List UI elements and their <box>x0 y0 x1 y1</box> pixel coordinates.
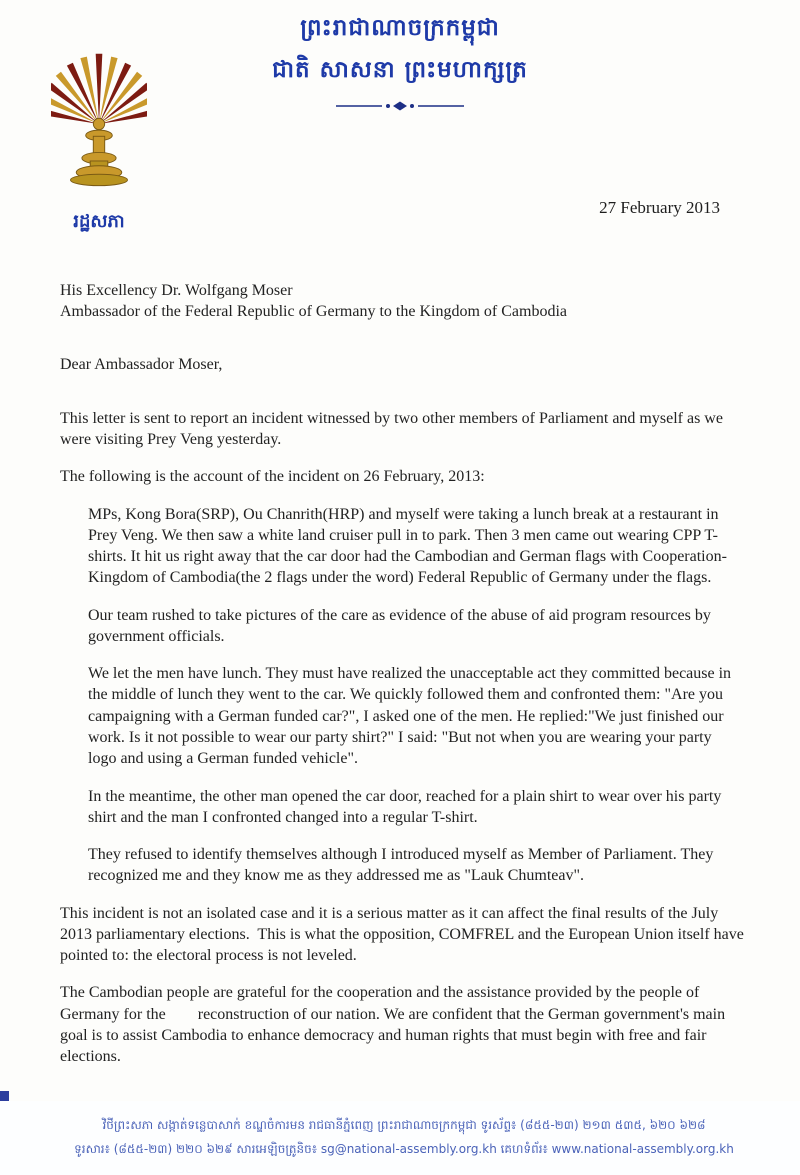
assembly-logo-icon <box>51 48 147 198</box>
paragraph: They refused to identify themselves although I introduced myself as Member of Parliament. They recognized me and they know me as they addressed me as "Lauk Chumteav". <box>88 846 718 885</box>
paragraph: In the meantime, the other man opened the car door, reached for a plain shirt to wear over his party shirt and the man I confronted changed into a regular T-shirt. <box>88 787 726 826</box>
letter-date: 27 February 2013 <box>599 198 720 217</box>
national-assembly-emblem <box>48 48 150 236</box>
paragraph: We let the men have lunch. They must have realized the unacceptable act they committed because in the middle of lunch they went to the car. We quickly followed them and confronted them: "Are you campaigning with a German funded car?", I asked one of the men. He replied:"We just finished our work. Is it not possible to wear our party shirt?" I said: "But not when you are wearing your party logo and using a German funded vehicle". <box>88 665 736 768</box>
nation-religion-king-khmer: ជាតិ សាសនា ព្រះមហាក្សត្រ <box>272 57 528 83</box>
kingdom-title-khmer: ព្រះរាជាណាចក្រកម្ពុជា <box>300 15 500 41</box>
recipient-name: His Excellency Dr. Wolfgang Moser <box>60 282 293 299</box>
paragraph: Our team rushed to take pictures of the care as evidence of the abuse of aid program resources by government officials. <box>88 606 715 645</box>
paragraph: MPs, Kong Bora(SRP), Ou Chanrith(HRP) and myself were taking a lunch break at a restaurant in Prey Veng. We then saw a white land cruiser pull in to park. Then 3 men came out wearing CPP T-shirts. It hit us right away that the car door had the Cambodian and German flags with Cooperation-Kingdom of Cambodia(the 2 flags under the word) Federal Republic of Germany under the flags. <box>88 505 727 587</box>
footer-contact-line: ទូរសារ៖ (៨៥៥-២៣) ២២០ ៦២៩ សារអេឡិចត្រូនិច៖ sg@national-assembly.org.kh គេហទំព័រ៖ www.national-assembly.org.kh <box>74 1142 734 1156</box>
recipient-block <box>60 280 744 323</box>
paragraph: This incident is not an isolated case and it is a serious matter as it can affect the final results of the July 2013 parliamentary elections. This is what the opposition, COMFREL and the European Union itself have pointed to: the electoral process is not leveled. <box>60 904 748 965</box>
salutation: Dear Ambassador Moser, <box>60 355 223 373</box>
paragraph: This letter is sent to report an incident witnessed by two other members of Parliament and myself as we were visiting Prey Veng yesterday. <box>60 409 727 449</box>
recipient-title: Ambassador of the Federal Republic of Germany to the Kingdom of Cambodia <box>60 303 567 321</box>
assembly-label-khmer: រដ្ឋសភា <box>73 211 125 232</box>
footer-address-line: វិថីព្រះសភា សង្កាត់ទន្លេបាសាក់ ខណ្ឌចំការមន រាជធានីភ្នំពេញ ព្រះរាជាណាចក្រកម្ពុជា ទូរស័ព្ទ៖ (៨៥៥-២៣) ២១៣ ៥៣៥, ៦២០ ៦២៨ <box>102 1118 706 1132</box>
footer <box>0 1101 800 1175</box>
paragraph: The Cambodian people are grateful for the cooperation and the assistance provided by the people of Germany for the reconstruction of our nation. We are confident that the German government's main goal is to assist Cambodia to enhance democracy and human rights that must begin with free and fair elections. <box>60 984 730 1066</box>
letter-body <box>60 280 748 1083</box>
paragraph: The following is the account of the incident on 26 February, 2013: <box>60 468 485 486</box>
